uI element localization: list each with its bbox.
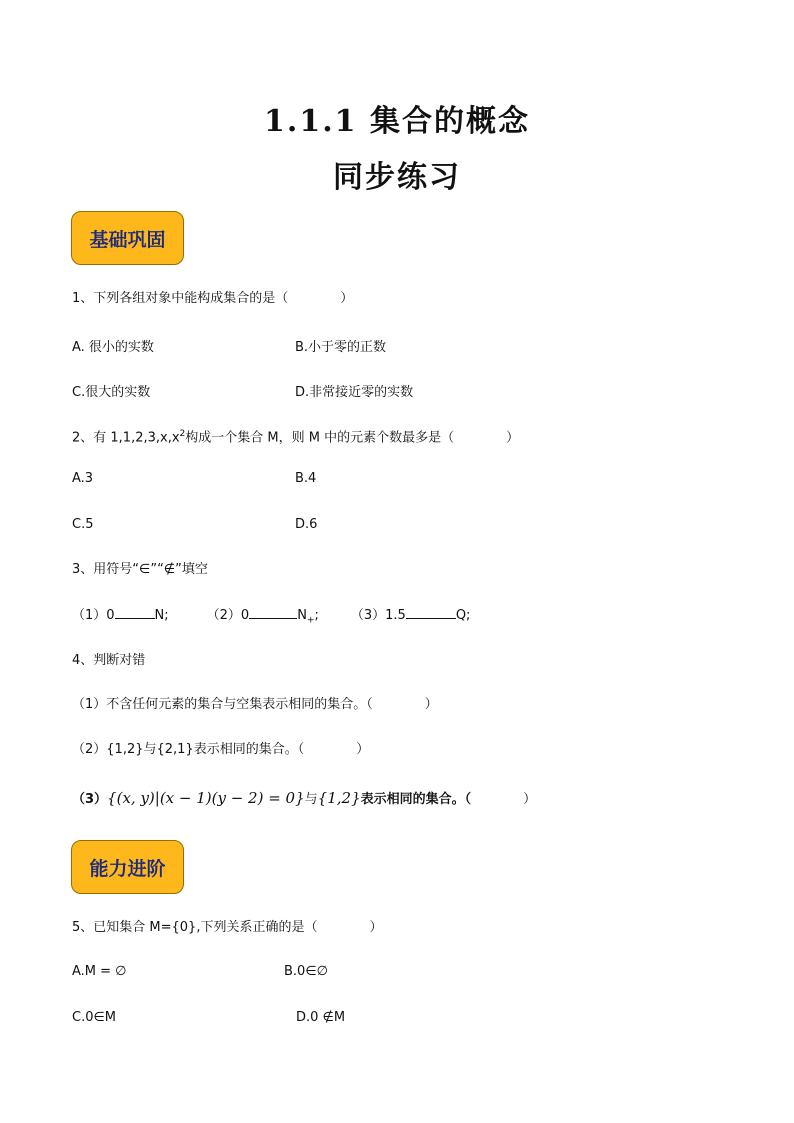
question-5-paren-close: ） bbox=[369, 920, 383, 935]
question-5-stem: 5、已知集合 M={0},下列关系正确的是（ bbox=[72, 920, 318, 935]
question-3-part-1-pre: （1）0 bbox=[72, 608, 115, 623]
question-3-part-1-post: N; bbox=[154, 608, 169, 623]
question-2 bbox=[72, 425, 519, 447]
question-4-statement-3-text: 表示相同的集合。（ bbox=[360, 792, 472, 807]
question-3-part-3-post: Q; bbox=[455, 608, 471, 623]
question-1-option-d: D.非常接近零的实数 bbox=[295, 385, 414, 400]
question-1-stem: 1、下列各组对象中能构成集合的是（ bbox=[72, 291, 289, 306]
page-subtitle: 同步练习 bbox=[333, 160, 461, 195]
question-3-blanks bbox=[72, 606, 470, 630]
question-2-option-d: D.6 bbox=[295, 517, 318, 532]
question-4-statement-2-text: （2）{1,2}与{2,1}表示相同的集合。（ bbox=[72, 742, 305, 757]
question-5-option-b: B.0∈∅ bbox=[284, 964, 328, 979]
question-4-stem: 4、判断对错 bbox=[72, 653, 146, 668]
question-4-statement-1-text: （1）不含任何元素的集合与空集表示相同的集合。（ bbox=[72, 697, 373, 712]
page-title: 1.1.1 集合的概念 bbox=[264, 104, 530, 139]
question-1 bbox=[72, 290, 353, 308]
question-3-stem: 3、用符号“∈”“∉”填空 bbox=[72, 562, 208, 577]
question-4-statement-3 bbox=[72, 789, 536, 809]
question-3-part-3-pre: （3）1.5 bbox=[350, 608, 406, 623]
question-1-option-b: B.小于零的正数 bbox=[295, 340, 387, 355]
question-3-part-2-pre: （2）0 bbox=[206, 608, 250, 623]
answer-blank-1[interactable] bbox=[115, 606, 155, 619]
question-2-option-a: A.3 bbox=[72, 471, 94, 486]
question-1-option-c: C.很大的实数 bbox=[72, 385, 151, 400]
question-4-statement-3-mid: 与 bbox=[304, 792, 318, 807]
question-2-stem-post: 构成一个集合 M，则 M 中的元素个数最多是（ bbox=[185, 430, 455, 446]
section-badge-basic: 基础巩固 bbox=[71, 211, 184, 265]
question-4-statement-3-number: （3） bbox=[72, 792, 108, 807]
question-2-stem-pre: 2、有 1,1,2,3,x,x bbox=[72, 430, 180, 446]
answer-blank-3[interactable] bbox=[406, 606, 456, 619]
question-1-option-a: A. 很小的实数 bbox=[72, 340, 154, 355]
question-3-part-2-post: N bbox=[297, 608, 307, 623]
question-4-statement-3-close: ） bbox=[523, 792, 537, 807]
question-2-option-b: B.4 bbox=[295, 471, 317, 486]
question-4-statement-3-formula: {(x, y)|(x − 1)(y − 2) = 0} bbox=[107, 789, 305, 807]
question-4-statement-2-close: ） bbox=[356, 742, 370, 757]
section-badge-advanced: 能力进阶 bbox=[71, 840, 184, 894]
question-2-paren-close: ） bbox=[506, 430, 520, 446]
question-4-statement-1-close: ） bbox=[424, 697, 438, 712]
question-5-option-a: A.M = ∅ bbox=[72, 964, 127, 979]
question-5-option-c: C.0∈M bbox=[72, 1010, 117, 1025]
question-5 bbox=[72, 919, 382, 937]
question-1-paren-close: ） bbox=[340, 291, 354, 306]
question-4-statement-1 bbox=[72, 696, 438, 714]
question-2-exponent: 2 bbox=[179, 429, 186, 439]
question-5-option-d: D.0 ∉M bbox=[296, 1010, 346, 1025]
question-3-part-2-subscript: + bbox=[306, 615, 315, 626]
answer-blank-2[interactable] bbox=[249, 606, 297, 619]
question-4-statement-3-set: {1,2} bbox=[317, 789, 361, 807]
question-4-statement-2 bbox=[72, 741, 369, 759]
question-2-option-c: C.5 bbox=[72, 517, 94, 532]
question-3-part-2-end: ; bbox=[314, 608, 319, 623]
